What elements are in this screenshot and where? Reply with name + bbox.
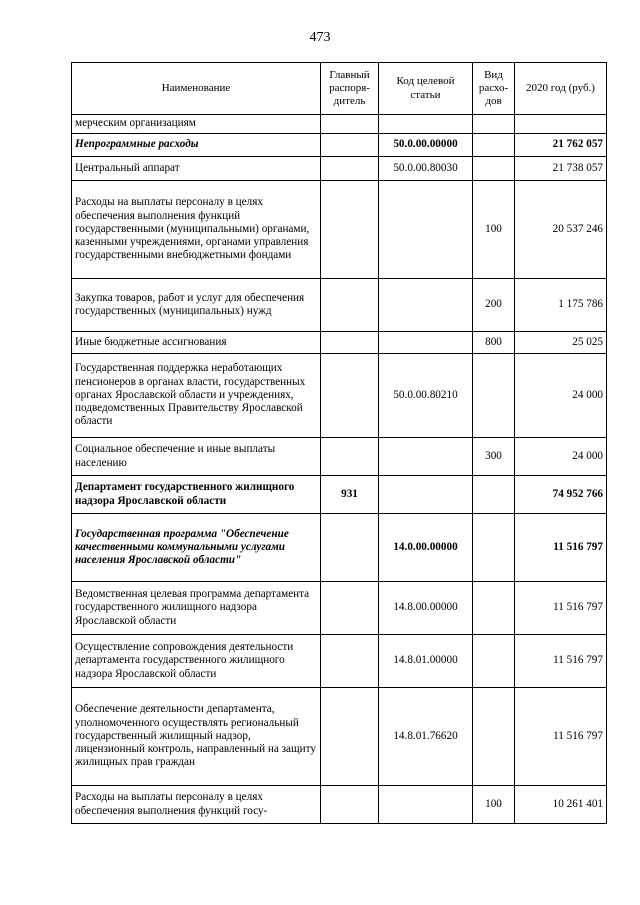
cell-vid: [473, 157, 515, 181]
cell-grs: [321, 688, 379, 786]
cell-vid: [473, 514, 515, 582]
cell-code: [379, 181, 473, 279]
cell-amount: 21 762 057: [515, 134, 607, 157]
cell-vid: 300: [473, 438, 515, 476]
cell-vid: [473, 354, 515, 438]
cell-name: Департамент государственного жилищного надзора Ярославской области: [72, 476, 321, 514]
cell-vid: [473, 635, 515, 688]
cell-amount: 11 516 797: [515, 582, 607, 635]
cell-grs: [321, 115, 379, 134]
cell-grs: 931: [321, 476, 379, 514]
cell-name: Расходы на выплаты персоналу в целях обеспечения выполнения функций госу-: [72, 786, 321, 824]
cell-grs: [321, 582, 379, 635]
table-row: [72, 279, 607, 332]
cell-grs: [321, 134, 379, 157]
cell-vid: 200: [473, 279, 515, 332]
cell-grs: [321, 332, 379, 354]
cell-name: Непрограммные расходы: [72, 134, 321, 157]
cell-grs: [321, 279, 379, 332]
table-row: [72, 181, 607, 279]
table-row: [72, 157, 607, 181]
cell-amount: 20 537 246: [515, 181, 607, 279]
cell-grs: [321, 786, 379, 824]
cell-amount: [515, 115, 607, 134]
cell-name: Государственная программа "Обеспечение качественными коммунальными услугами населения Ярославской области": [72, 514, 321, 582]
table-row: [72, 688, 607, 786]
cell-amount: 11 516 797: [515, 635, 607, 688]
cell-amount: 10 261 401: [515, 786, 607, 824]
cell-name: Ведомственная целевая программа департамента государственного жилищного надзора Ярославской области: [72, 582, 321, 635]
table-row: [72, 438, 607, 476]
cell-name: Социальное обеспечение и иные выплаты населению: [72, 438, 321, 476]
table-row: [72, 115, 607, 134]
header-name: Наименование: [72, 63, 321, 115]
table-row: [72, 354, 607, 438]
table-row: [72, 134, 607, 157]
cell-name: Иные бюджетные ассигнования: [72, 332, 321, 354]
cell-code: [379, 476, 473, 514]
table-header-row: [72, 63, 607, 115]
cell-name: Закупка товаров, работ и услуг для обеспечения государственных (муниципальных) нужд: [72, 279, 321, 332]
cell-grs: [321, 635, 379, 688]
table-row: [72, 635, 607, 688]
cell-vid: [473, 476, 515, 514]
cell-name: мерческим организациям: [72, 115, 321, 134]
header-vid: Вид расхо- дов: [473, 63, 515, 115]
cell-amount: 25 025: [515, 332, 607, 354]
table-body: [72, 115, 607, 824]
cell-grs: [321, 514, 379, 582]
cell-vid: [473, 115, 515, 134]
cell-code: 50.0.00.00000: [379, 134, 473, 157]
table-row: [72, 332, 607, 354]
cell-grs: [321, 354, 379, 438]
cell-name: Обеспечение деятельности департамента, уполномоченного осуществлять региональный государственный жилищный надзор, лицензионный контроль, направленный на защиту жилищных прав граждан: [72, 688, 321, 786]
cell-code: [379, 438, 473, 476]
table-row: [72, 582, 607, 635]
cell-name: Расходы на выплаты персоналу в целях обеспечения выполнения функций государственными (муниципальными) органами, казенными учреждениями, органами управления государственными внебюджетными фондами: [72, 181, 321, 279]
cell-grs: [321, 181, 379, 279]
cell-code: 50.0.00.80030: [379, 157, 473, 181]
cell-amount: 21 738 057: [515, 157, 607, 181]
table-row: [72, 514, 607, 582]
cell-grs: [321, 438, 379, 476]
cell-vid: 100: [473, 181, 515, 279]
cell-amount: 11 516 797: [515, 514, 607, 582]
cell-name: Центральный аппарат: [72, 157, 321, 181]
cell-code: 14.8.01.76620: [379, 688, 473, 786]
cell-vid: [473, 688, 515, 786]
table-row: [72, 786, 607, 824]
cell-grs: [321, 157, 379, 181]
cell-code: 14.0.00.00000: [379, 514, 473, 582]
cell-vid: [473, 582, 515, 635]
cell-vid: [473, 134, 515, 157]
cell-name: Государственная поддержка неработающих пенсионеров в органах власти, государственных органах Ярославской области и учреждениях, подведомственных Правительству Ярославской области: [72, 354, 321, 438]
cell-code: [379, 279, 473, 332]
cell-amount: 1 175 786: [515, 279, 607, 332]
cell-code: 14.8.01.00000: [379, 635, 473, 688]
table-row: [72, 476, 607, 514]
page-number: 473: [309, 30, 331, 45]
cell-code: 14.8.00.00000: [379, 582, 473, 635]
cell-code: 50.0.00.80210: [379, 354, 473, 438]
budget-table: [71, 62, 607, 824]
cell-amount: 74 952 766: [515, 476, 607, 514]
cell-amount: 11 516 797: [515, 688, 607, 786]
cell-code: [379, 115, 473, 134]
cell-code: [379, 786, 473, 824]
header-code: Код целевой статьи: [379, 63, 473, 115]
cell-vid: 100: [473, 786, 515, 824]
header-grs: Главный распоря- дитель: [321, 63, 379, 115]
cell-code: [379, 332, 473, 354]
cell-name: Осуществление сопровождения деятельности департамента государственного жилищного надзора Ярославской области: [72, 635, 321, 688]
header-amount: 2020 год (руб.): [515, 63, 607, 115]
cell-amount: 24 000: [515, 354, 607, 438]
cell-amount: 24 000: [515, 438, 607, 476]
cell-vid: 800: [473, 332, 515, 354]
